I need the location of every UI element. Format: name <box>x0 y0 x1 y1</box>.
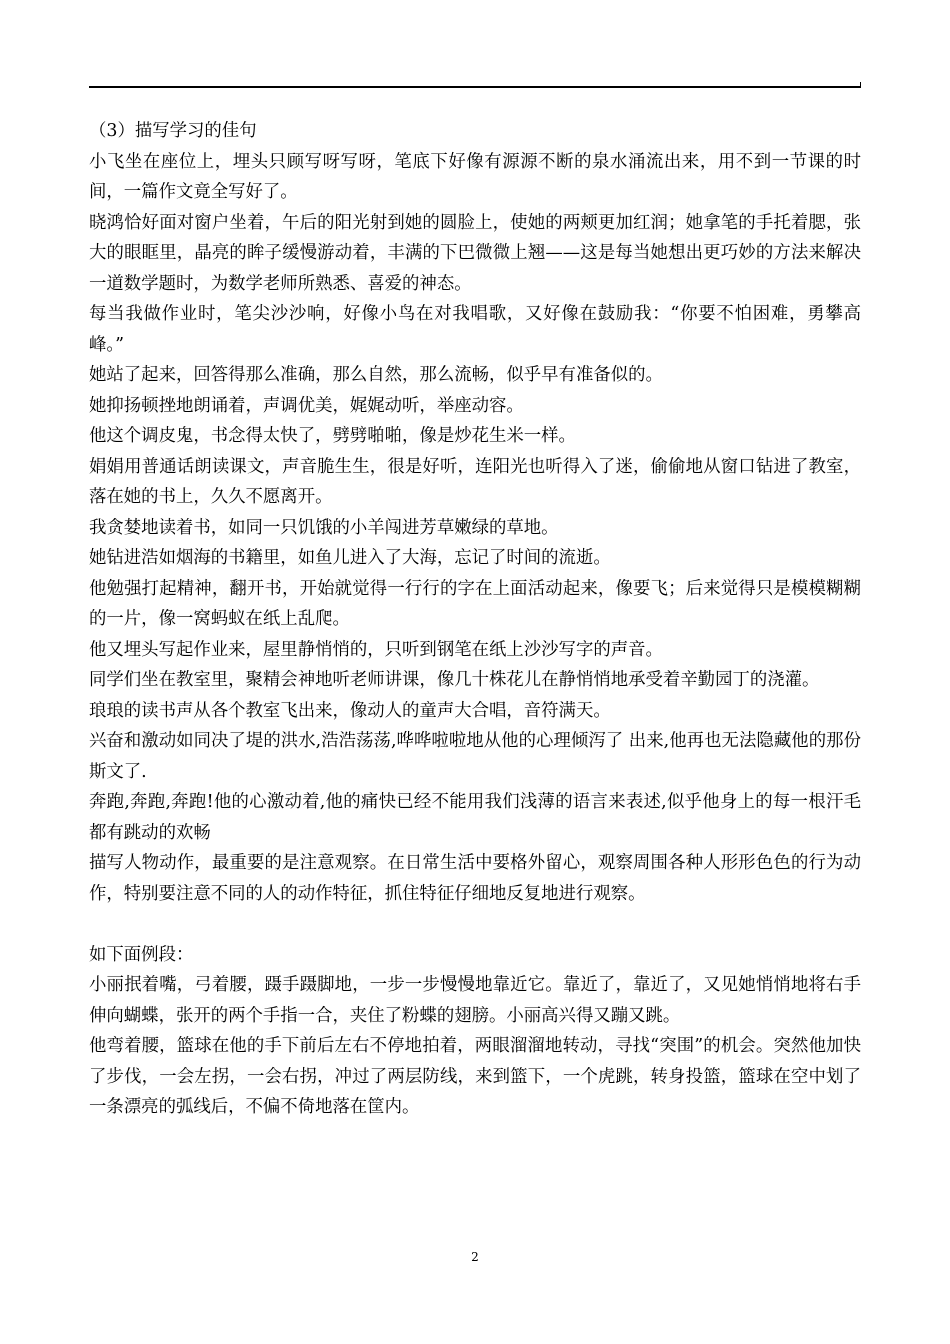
sentence-paragraph: 她站了起来，回答得那么准确，那么自然，那么流畅，似乎早有准备似的。 <box>89 365 663 385</box>
sentence-paragraph: 她抑扬顿挫地朗诵着，声调优美，娓娓动听，举座动容。 <box>89 395 524 416</box>
sentence-paragraph: 每当我做作业时，笔尖沙沙响，好像小鸟在对我唱歌，又好像在鼓励我：“你要不怕困难，勇攀高峰。” <box>89 304 861 355</box>
blank-line <box>89 909 861 940</box>
sentence-paragraph: 兴奋和激动如同决了堤的洪水,浩浩荡荡,哗哗啦啦地从他的心理倾泻了 出来,他再也无法隐藏他的那份斯文了. <box>89 731 861 782</box>
document-body <box>89 116 861 1123</box>
sentence-paragraph: 他又埋头写起作业来，屋里静悄悄的，只听到钢笔在纸上沙沙写字的声音。 <box>89 639 663 660</box>
example-heading: 如下面例段： <box>89 944 194 965</box>
sentence-paragraph: 晓鸿恰好面对窗户坐着，午后的阳光射到她的圆脸上，使她的两颊更加红润；她拿笔的手托着腮，张大的眼眶里，晶亮的眸子缓慢游动着，丰满的下巴微微上翘——这是每当她想出更巧妙的方法来解决一道数学题时，为数学老师所熟悉、喜爱的神态。 <box>89 212 861 294</box>
sentence-paragraph: 同学们坐在教室里，聚精会神地听老师讲课，像几十株花儿在静悄悄地承受着辛勤园丁的浇灌。 <box>89 670 820 690</box>
sentence-paragraph: 描写人物动作，最重要的是注意观察。在日常生活中要格外留心，观察周围各种人形形色色的行为动作，特别要注意不同的人的动作特征，抓住特征仔细地反复地进行观察。 <box>89 853 861 904</box>
example-paragraph: 小丽抿着嘴，弓着腰，蹑手蹑脚地，一步一步慢慢地靠近它。靠近了，靠近了，又见她悄悄地将右手伸向蝴蝶，张开的两个手指一合，夹住了粉蝶的翅膀。小丽高兴得又蹦又跳。 <box>89 975 861 1026</box>
sentence-paragraph: 小飞坐在座位上，埋头只顾写呀写呀，笔底下好像有源源不断的泉水涌流出来，用不到一节课的时间，一篇作文竟全写好了。 <box>89 151 861 202</box>
sentence-paragraph: 他勉强打起精神，翻开书，开始就觉得一行行的字在上面活动起来，像要飞；后来觉得只是模模糊糊的一片，像一窝蚂蚁在纸上乱爬。 <box>89 578 861 629</box>
header-rule-end-mark <box>860 82 861 88</box>
section-heading: （3）描写学习的佳句 <box>89 121 257 141</box>
sentence-paragraph: 我贪婪地读着书，如同一只饥饿的小羊闯进芳草嫩绿的草地。 <box>89 517 559 538</box>
example-paragraph: 他弯着腰，篮球在他的手下前后左右不停地拍着，两眼溜溜地转动，寻找“突围”的机会。突然他加快了步伐，一会左拐，一会右拐，冲过了两层防线，来到篮下，一个虎跳，转身投篮，篮球在空中划了一条漂亮的弧线后，不偏不倚地落在筐内。 <box>89 1036 861 1117</box>
header-rule <box>89 86 861 88</box>
page-number: 2 <box>471 1250 479 1264</box>
sentence-paragraph: 奔跑,奔跑,奔跑!他的心激动着,他的痛快已经不能用我们浅薄的语言来表述,似乎他身上的每一根汗毛都有跳动的欢畅 <box>89 792 861 843</box>
sentence-paragraph: 娟娟用普通话朗读课文，声音脆生生，很是好听，连阳光也听得入了迷，偷偷地从窗口钻进了教室，落在她的书上，久久不愿离开。 <box>89 456 861 507</box>
sentence-paragraph: 他这个调皮鬼，书念得太快了，劈劈啪啪，像是炒花生米一样。 <box>89 426 576 446</box>
sentence-paragraph: 她钻进浩如烟海的书籍里，如鱼儿进入了大海，忘记了时间的流逝。 <box>89 548 611 568</box>
sentence-paragraph: 琅琅的读书声从各个教室飞出来，像动人的童声大合唱，音符满天。 <box>89 700 611 721</box>
